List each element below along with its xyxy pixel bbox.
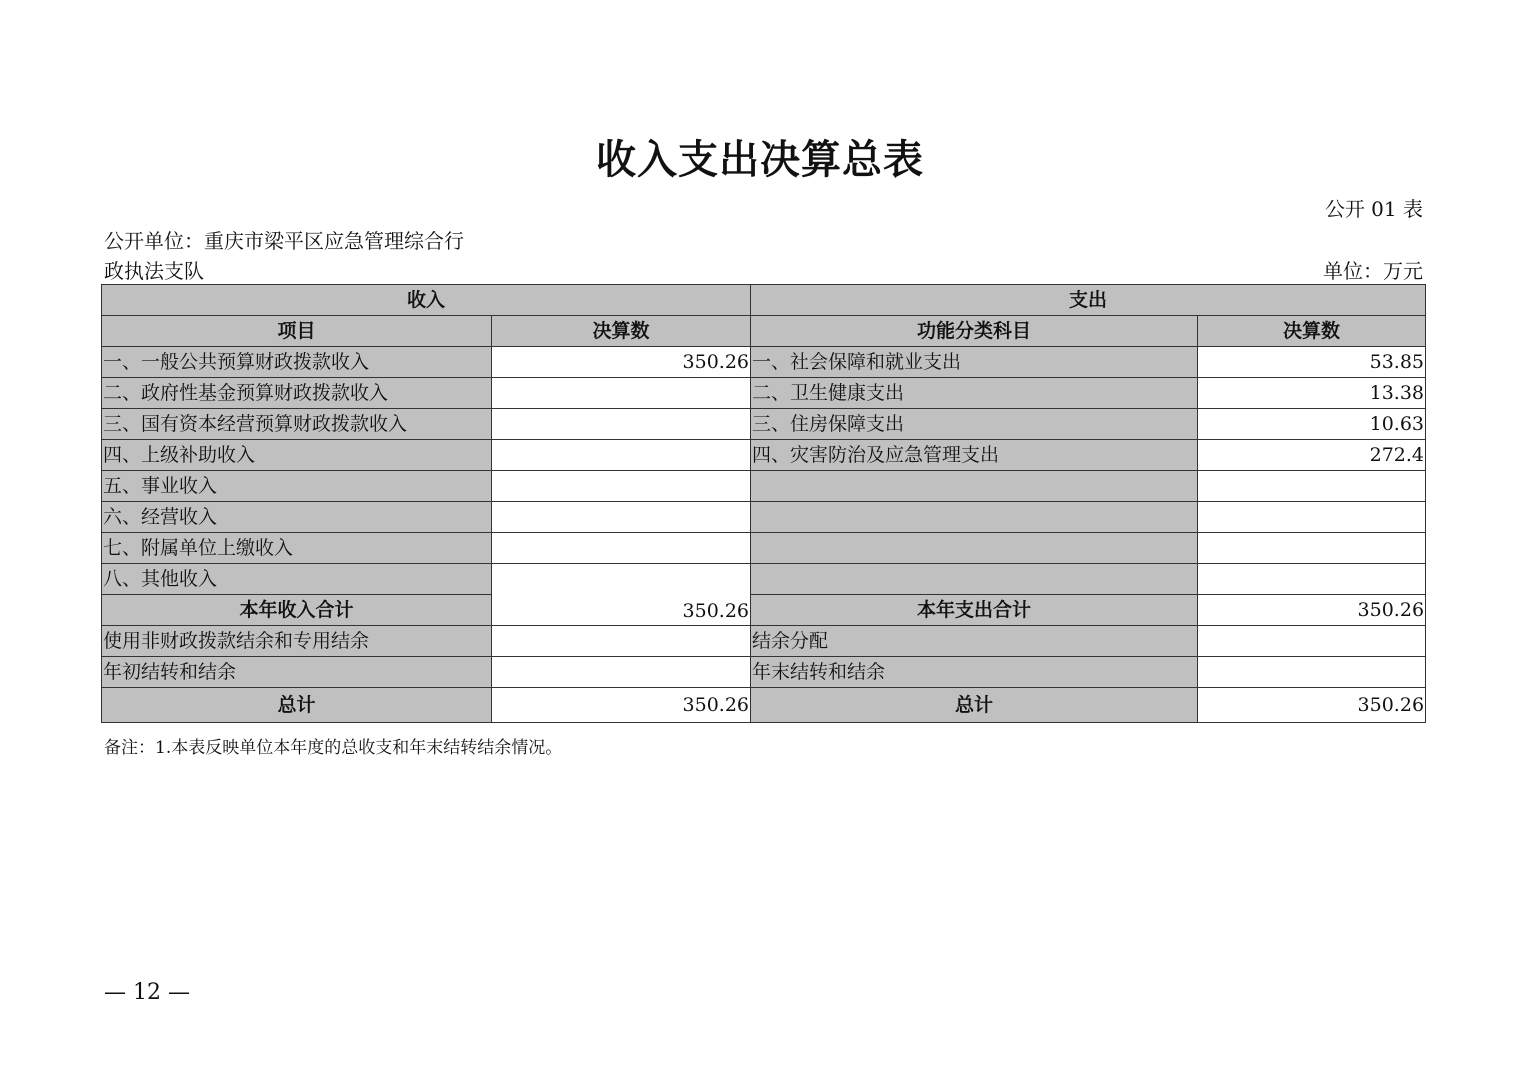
income-item: 使用非财政拨款结余和专用结余 xyxy=(102,626,492,657)
income-item: 年初结转和结余 xyxy=(102,657,492,688)
year-expense-total-label: 本年支出合计 xyxy=(751,595,1198,626)
year-total-row xyxy=(102,595,1426,626)
expense-item: 三、住房保障支出 xyxy=(751,409,1198,440)
expense-group-header: 支出 xyxy=(751,285,1426,316)
expense-amount: 13.38 xyxy=(1198,378,1426,409)
expense-item: 二、卫生健康支出 xyxy=(751,378,1198,409)
table-row xyxy=(102,564,1426,595)
expense-amount xyxy=(1198,626,1426,657)
reporting-unit-line1: 公开单位：重庆市梁平区应急管理综合行 xyxy=(104,229,464,253)
income-amount: 350.26 xyxy=(492,347,751,378)
page-title: 收入支出决算总表 xyxy=(596,136,924,183)
table-row xyxy=(102,657,1426,688)
expense-item xyxy=(751,502,1198,533)
income-amount xyxy=(492,533,751,564)
expense-item xyxy=(751,471,1198,502)
expense-item xyxy=(751,533,1198,564)
income-item: 七、附属单位上缴收入 xyxy=(102,533,492,564)
table-row xyxy=(102,626,1426,657)
currency-unit: 单位：万元 xyxy=(1323,259,1423,283)
year-income-total-amount: 350.26 xyxy=(492,564,751,626)
table-row xyxy=(102,502,1426,533)
income-amount xyxy=(492,471,751,502)
grand-income-label: 总计 xyxy=(102,688,492,723)
table-row xyxy=(102,533,1426,564)
income-amount xyxy=(492,626,751,657)
expense-item: 结余分配 xyxy=(751,626,1198,657)
income-group-header: 收入 xyxy=(102,285,751,316)
table-row xyxy=(102,471,1426,502)
expense-amount: 10.63 xyxy=(1198,409,1426,440)
col-header-amount: 决算数 xyxy=(492,316,751,347)
expense-item: 四、灾害防治及应急管理支出 xyxy=(751,440,1198,471)
expense-amount xyxy=(1198,502,1426,533)
income-amount xyxy=(492,502,751,533)
expense-amount xyxy=(1198,471,1426,502)
income-item: 六、经营收入 xyxy=(102,502,492,533)
income-amount xyxy=(492,378,751,409)
income-item: 五、事业收入 xyxy=(102,471,492,502)
income-amount xyxy=(492,657,751,688)
reporting-unit-line2: 政执法支队 xyxy=(104,259,204,283)
expense-item xyxy=(751,564,1198,595)
income-amount xyxy=(492,440,751,471)
column-header-row xyxy=(102,316,1426,347)
form-number: 公开 01 表 xyxy=(1324,197,1423,221)
expense-amount: 53.85 xyxy=(1198,347,1426,378)
grand-expense-amount: 350.26 xyxy=(1198,688,1426,723)
col-header-amount2: 决算数 xyxy=(1198,316,1426,347)
income-item: 三、国有资本经营预算财政拨款收入 xyxy=(102,409,492,440)
year-expense-total-amount: 350.26 xyxy=(1198,595,1426,626)
year-income-total-label: 本年收入合计 xyxy=(102,595,492,626)
income-item: 八、其他收入 xyxy=(102,564,492,595)
expense-amount xyxy=(1198,533,1426,564)
income-item: 一、一般公共预算财政拨款收入 xyxy=(102,347,492,378)
grand-total-row xyxy=(102,688,1426,723)
expense-amount xyxy=(1198,564,1426,595)
expense-amount xyxy=(1198,657,1426,688)
table-row xyxy=(102,347,1426,378)
group-header-row xyxy=(102,285,1426,316)
grand-expense-label: 总计 xyxy=(751,688,1198,723)
expense-item: 一、社会保障和就业支出 xyxy=(751,347,1198,378)
income-expense-table xyxy=(101,284,1426,723)
income-item: 四、上级补助收入 xyxy=(102,440,492,471)
income-amount xyxy=(492,409,751,440)
footnote: 备注：1.本表反映单位本年度的总收支和年末结转结余情况。 xyxy=(104,738,563,758)
col-header-function: 功能分类科目 xyxy=(751,316,1198,347)
grand-income-amount: 350.26 xyxy=(492,688,751,723)
income-item: 二、政府性基金预算财政拨款收入 xyxy=(102,378,492,409)
table-row xyxy=(102,378,1426,409)
expense-item: 年末结转和结余 xyxy=(751,657,1198,688)
table-row xyxy=(102,409,1426,440)
page-number: — 12 — xyxy=(104,980,190,1005)
expense-amount: 272.4 xyxy=(1198,440,1426,471)
table-row xyxy=(102,440,1426,471)
col-header-item: 项目 xyxy=(102,316,492,347)
